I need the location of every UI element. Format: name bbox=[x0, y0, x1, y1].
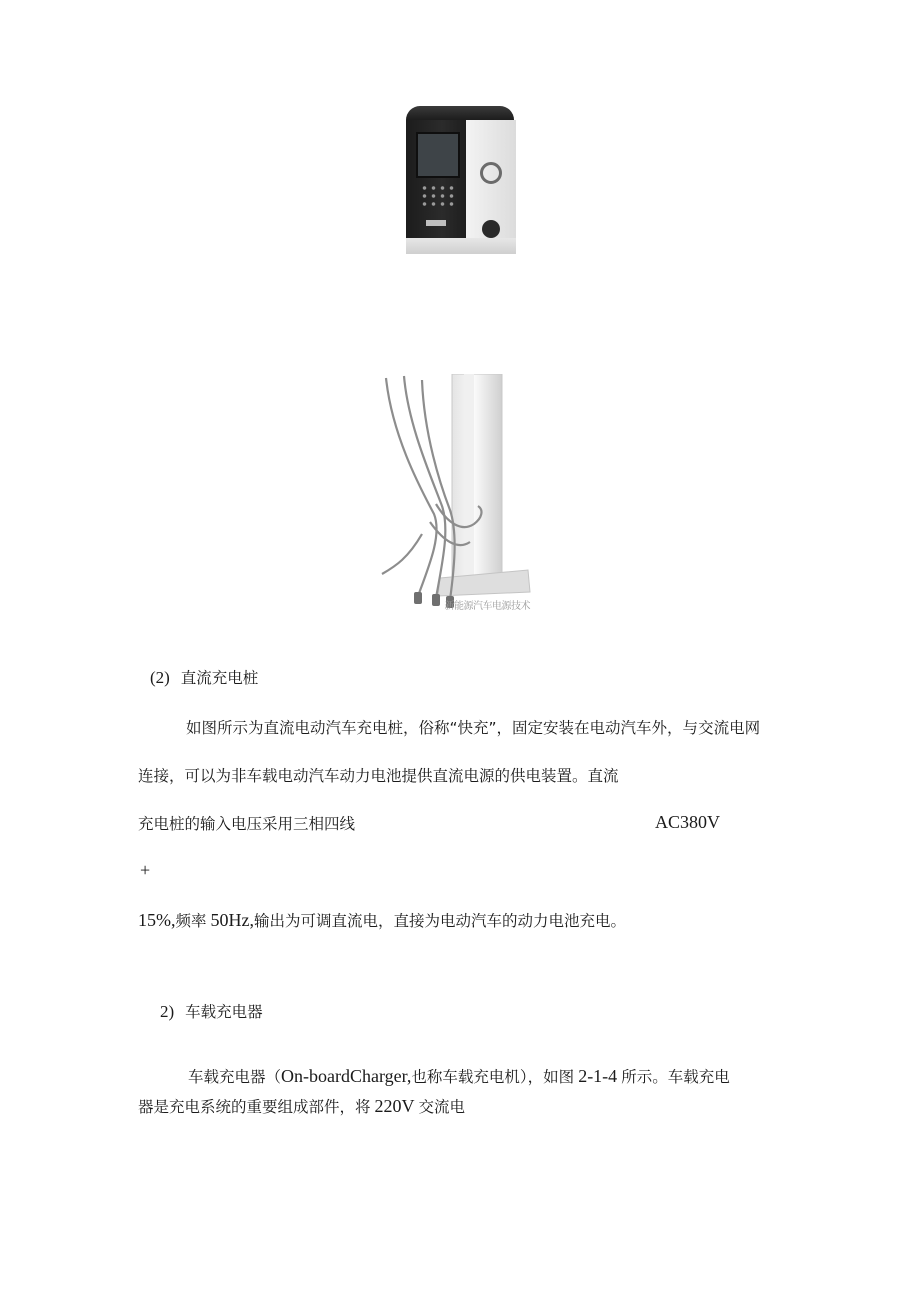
dc-paragraph-line-3a: 充电桩的输入电压采用三相四线 bbox=[138, 815, 356, 833]
onboard-figure-ref: 2-1-4 bbox=[578, 1066, 618, 1086]
charger-label bbox=[426, 220, 446, 226]
dc-tolerance-value: 15%, bbox=[138, 910, 176, 930]
dc-freq-label: 频率 bbox=[175, 912, 207, 930]
dc-tolerance-sign: + bbox=[140, 860, 151, 880]
onboard-paragraph-line-2 bbox=[138, 1096, 465, 1117]
onboard-text-g: 交流电 bbox=[418, 1098, 466, 1116]
charger-base bbox=[406, 238, 516, 254]
dc-paragraph-line-5 bbox=[138, 910, 626, 931]
dc-voltage-value: AC380V bbox=[655, 812, 721, 832]
onboard-english-name: On-boardCharger, bbox=[281, 1066, 412, 1086]
section-onboard-title: 车载充电器 bbox=[185, 1003, 263, 1021]
section-onboard-heading bbox=[160, 1002, 263, 1022]
section-dc-title: 直流充电桩 bbox=[180, 669, 259, 687]
charger-head-image bbox=[404, 106, 516, 254]
onboard-voltage-value: 220V bbox=[374, 1096, 415, 1116]
onboard-text-c: 也称车载充电机），如图 bbox=[411, 1068, 575, 1086]
section-dc-number: (2) bbox=[150, 668, 170, 687]
dc-freq-value: 50Hz, bbox=[210, 910, 255, 930]
onboard-text-e: 所示。车载充电 bbox=[621, 1068, 730, 1086]
dc-output-text: 输出为可调直流电，直接为电动汽车的动力电池充电。 bbox=[254, 912, 627, 930]
onboard-text-f: 器是充电系统的重要组成部件，将 bbox=[138, 1098, 371, 1116]
charger-logo-icon bbox=[480, 162, 502, 184]
charging-pillar-illustration bbox=[378, 374, 538, 618]
dc-paragraph-line-1: 如图所示为直流电动汽车充电桩，俗称“快充”，固定安装在电动汽车外，与交流电网 bbox=[186, 719, 761, 737]
charger-socket-icon bbox=[482, 220, 500, 238]
charging-pillar-image bbox=[378, 374, 538, 618]
image-watermark: 新能源汽车电源技术 bbox=[444, 601, 530, 612]
onboard-paragraph-line-1 bbox=[188, 1066, 730, 1087]
charger-keypad bbox=[420, 184, 454, 210]
charger-screen bbox=[416, 132, 460, 178]
section-dc-heading bbox=[150, 668, 258, 688]
onboard-text-a: 车载充电器（ bbox=[188, 1068, 282, 1086]
section-onboard-number: 2) bbox=[160, 1002, 175, 1021]
dc-paragraph-line-2: 连接，可以为非车载电动汽车动力电池提供直流电源的供电装置。直流 bbox=[138, 767, 619, 785]
